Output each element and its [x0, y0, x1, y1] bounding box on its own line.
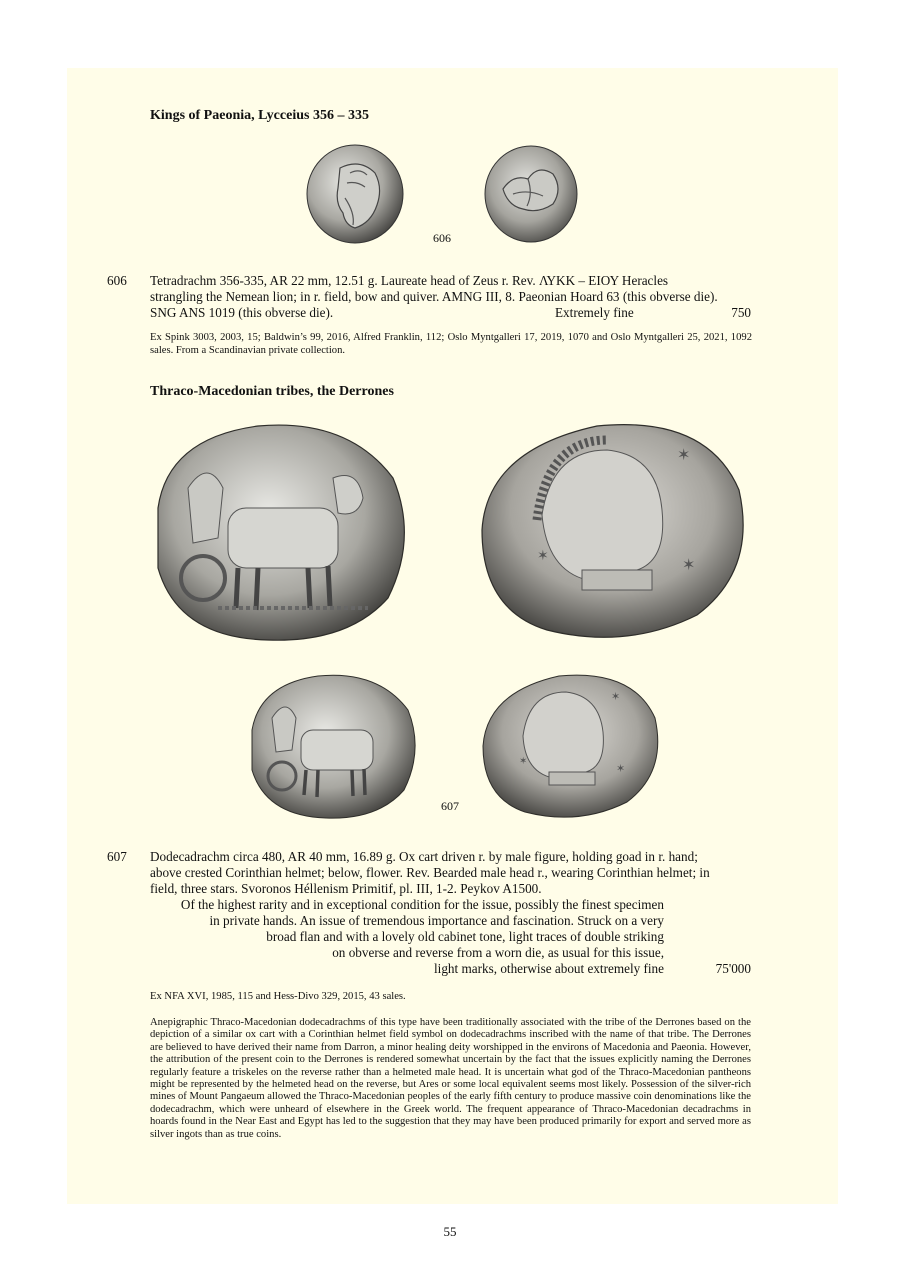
lot-607-line-3: field, three stars. Svoronos Héllenism Primitif, pl. III, 1-2. Peykov A1500. [150, 881, 542, 896]
section-title-derrones: Thraco-Macedonian tribes, the Derrones [150, 384, 394, 399]
lot-number-606: 606 [107, 273, 127, 288]
coin-607-reverse-image [479, 672, 661, 820]
lot-607-provenance: Ex NFA XVI, 1985, 115 and Hess-Divo 329, 2015, 43 sales. [150, 991, 406, 1002]
page-number: 55 [443, 1224, 457, 1239]
lot-606-grade: Extremely fine [555, 305, 634, 320]
quality-line: in private hands. An issue of tremendous importance and fascination. Struck on a very [209, 913, 664, 928]
svg-text:✶: ✶ [616, 763, 626, 775]
lot-description-607 [150, 849, 752, 897]
lot-607-line-2: above crested Corinthian helmet; below, flower. Rev. Bearded male head r., wearing Corinthian helmet; in [150, 865, 710, 880]
lot-number-607: 607 [107, 849, 127, 864]
svg-text:✶: ✶ [611, 691, 621, 703]
coin-607-obverse-image [246, 670, 420, 822]
quality-line: Of the highest rarity and in exceptional condition for the issue, possibly the finest specimen [180, 897, 664, 912]
quality-line: broad flan and with a lovely old cabinet tone, light traces of double striking [266, 929, 664, 944]
coin-606-obverse-image [305, 143, 405, 245]
coin-607-obverse-large-image [148, 418, 412, 644]
svg-text:✶: ✶ [682, 557, 696, 574]
coin-caption-607: 607 [441, 799, 459, 813]
lot-606-provenance: Ex Spink 3003, 2003, 15; Baldwin’s 99, 2016, Alfred Franklin, 112; Oslo Myntgalleri 17, 2019, 1070 and Oslo Myntgalleri 25, 2021, 1092 sales. From a Scandinavian private collection. [150, 332, 752, 356]
coin-607-reverse-large-image [477, 420, 749, 642]
quality-line: light marks, otherwise about extremely fine [434, 961, 664, 976]
coin-606-reverse-image [483, 144, 579, 244]
svg-text:✶: ✶ [677, 447, 691, 464]
section-title-paeonia: Kings of Paeonia, Lycceius 356 – 335 [150, 108, 369, 123]
lot-607-line-1: Dodecadrachm circa 480, AR 40 mm, 16.89 g. Ox cart driven r. by male figure, holding goad in r. hand; [150, 849, 698, 864]
svg-text:✶: ✶ [537, 549, 549, 564]
lot-606-line-1: Tetradrachm 356-335, AR 22 mm, 12.51 g. Laureate head of Zeus r. Rev. ΛΥΚΚ – ΕΙΟΥ Heracles [150, 273, 669, 288]
svg-text:✶: ✶ [519, 756, 528, 767]
lot-607-historical-note: Anepigraphic Thraco-Macedonian dodecadrachms of this type have been traditionally associated with the tribe of the Derrones based on the depiction of a similar ox cart with a Corinthian helmet field symbol on dodecadrachms inscribed with the name of that tribe. The Derrones are believed to have derived their name from Darron, a minor healing deity worshipped in the environs of Macedonia and Paeonia. However, the attribution of the present coin to the Derrones is rendered somewhat uncertain by the fact that the issues explicitly naming the Derrones regularly feature a triskeles on the reverse rather than a helmeted male head. It is uncertain what god of the Thraco-Macedonian pantheons might be represented by the helmeted head on the reverse, but Ares or some local equivalent seems most likely. Possession of the silver-rich mines of Mount Pangaeum allowed the Thraco-Macedonian peoples of the early fifth century to produce massive coin denominations like the dodecadrachm, which were unheard of elsewhere in the Greek world. The frequent appearance of Thraco-Macedonian decadrachms in hoards found in the Near East and Egypt has led to the suggestion that they may have been produced primarily for export and served more as silver ingots than as true coins. [150, 1017, 751, 1140]
lot-607-quality-block [150, 897, 664, 977]
lot-606-line-3: SNG ANS 1019 (this obverse die). [150, 305, 334, 320]
lot-606-price: 750 [731, 305, 751, 320]
quality-line: on obverse and reverse from a worn die, as usual for this issue, [332, 945, 664, 960]
lot-description-606 [150, 273, 752, 321]
lot-607-price: 75'000 [715, 961, 751, 976]
coin-caption-606: 606 [433, 231, 451, 245]
lot-606-line-2: strangling the Nemean lion; in r. field, bow and quiver. AMNG III, 8. Paeonian Hoard 63 (this obverse die). [150, 289, 718, 304]
